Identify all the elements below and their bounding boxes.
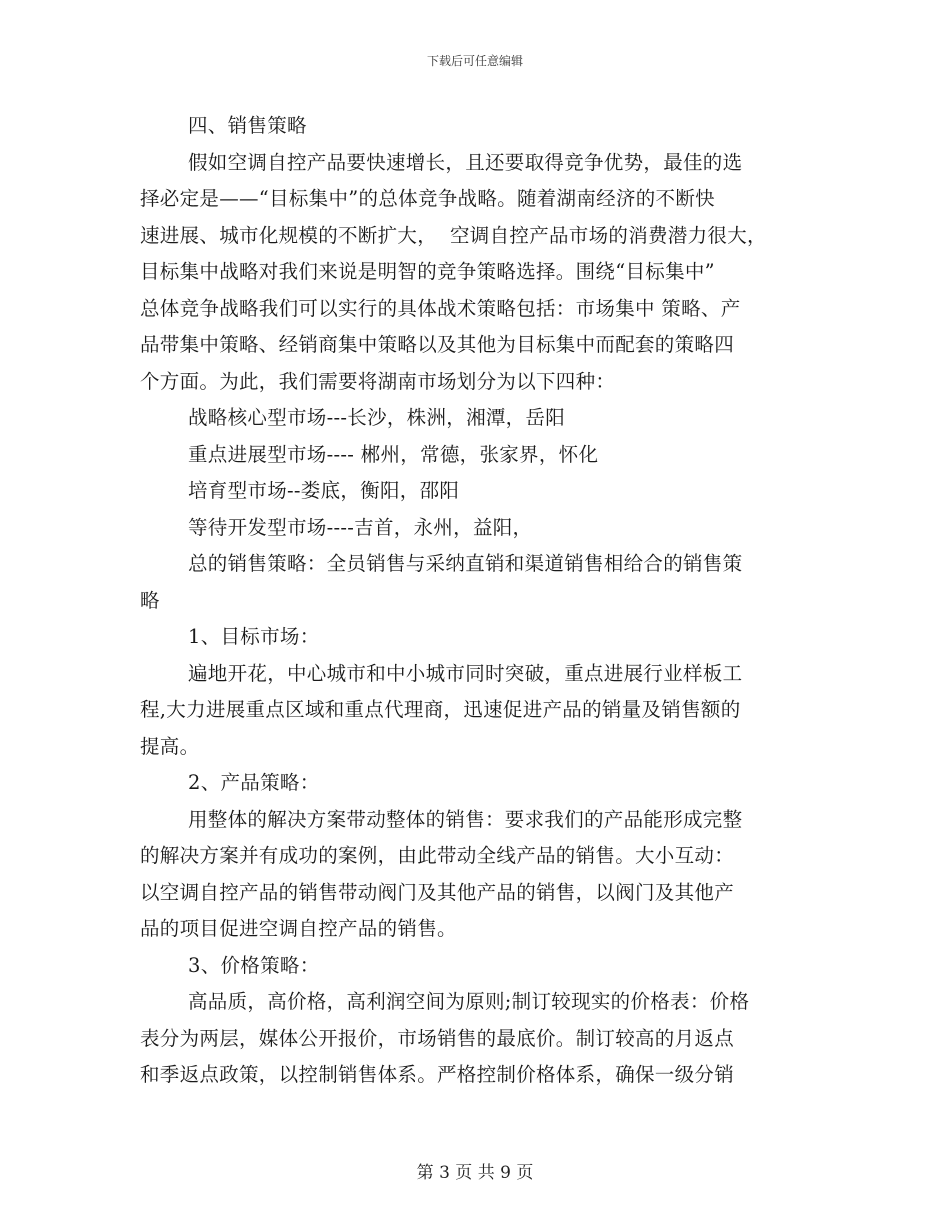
text-line: 程,大力进展重点区域和重点代理商，迅速促进产品的销量及销售额的 xyxy=(140,698,741,721)
text-line: 总的销售策略：全员销售与采纳直销和渠道销售相给合的销售策 xyxy=(188,552,743,575)
page-header: 下载后可任意编辑 xyxy=(426,54,523,68)
text-line: 以空调自控产品的销售带动阀门及其他产品的销售，以阀门及其他产 xyxy=(140,880,735,904)
text-line: 速进展、城市化规模的不断扩大， 空调自控产品市场的消费潜力很大， xyxy=(140,223,767,247)
text-line: 2、产品策略： xyxy=(188,771,320,794)
document-body xyxy=(140,108,820,1094)
text-line: 培育型市场--娄底，衡阳，邵阳 xyxy=(188,479,460,502)
text-line: 目标集中战略对我们来说是明智的竞争策略选择。围绕“目标集中” xyxy=(140,260,715,283)
text-line: 择必定是——“目标集中”的总体竞争战略。随着湖南经济的不断快 xyxy=(140,187,715,210)
text-line: 品带集中策略、经销商集中策略以及其他为目标集中而配套的策略四 xyxy=(140,333,735,356)
text-line: 总体竞争战略我们可以实行的具体战术策略包括：市场集中 策略、产 xyxy=(140,296,741,320)
text-line: 四、销售策略 xyxy=(188,114,307,137)
text-line: 遍地开花，中心城市和中小城市同时突破，重点进展行业样板工 xyxy=(188,661,743,685)
text-line: 重点进展型市场---- 郴州，常德，张家界，怀化 xyxy=(188,442,599,466)
text-line: 等待开发型市场----吉首，永州，益阳， xyxy=(188,515,533,539)
text-line: 3、价格策略： xyxy=(188,953,320,977)
text-line: 略 xyxy=(140,588,160,612)
text-line: 战略核心型市场---长沙，株洲，湘潭，岳阳 xyxy=(188,406,566,429)
text-line: 假如空调自控产品要快速增长，且还要取得竞争优势，最佳的选 xyxy=(188,150,743,174)
page-footer: 第 3 页 共 9 页 xyxy=(416,1163,534,1183)
text-line: 个方面。为此，我们需要将湖南市场划分为以下四种： xyxy=(140,369,616,393)
text-line: 的解决方案并有成功的案例，由此带动全线产品的销售。大小互动： xyxy=(140,844,735,867)
text-line: 品的项目促进空调自控产品的销售。 xyxy=(140,917,457,940)
text-line: 1、目标市场： xyxy=(188,625,320,648)
text-line: 用整体的解决方案带动整体的销售：要求我们的产品能形成完整 xyxy=(188,807,743,831)
text-line: 高品质，高价格，高利润空间为原则;制订较现实的价格表：价格 xyxy=(188,990,750,1013)
text-line: 提高。 xyxy=(140,734,200,758)
text-line: 和季返点政策，以控制销售体系。严格控制价格体系，确保一级分销 xyxy=(140,1063,735,1086)
text-line: 表分为两层，媒体公开报价，市场销售的最底价。制订较高的月返点 xyxy=(140,1026,735,1050)
